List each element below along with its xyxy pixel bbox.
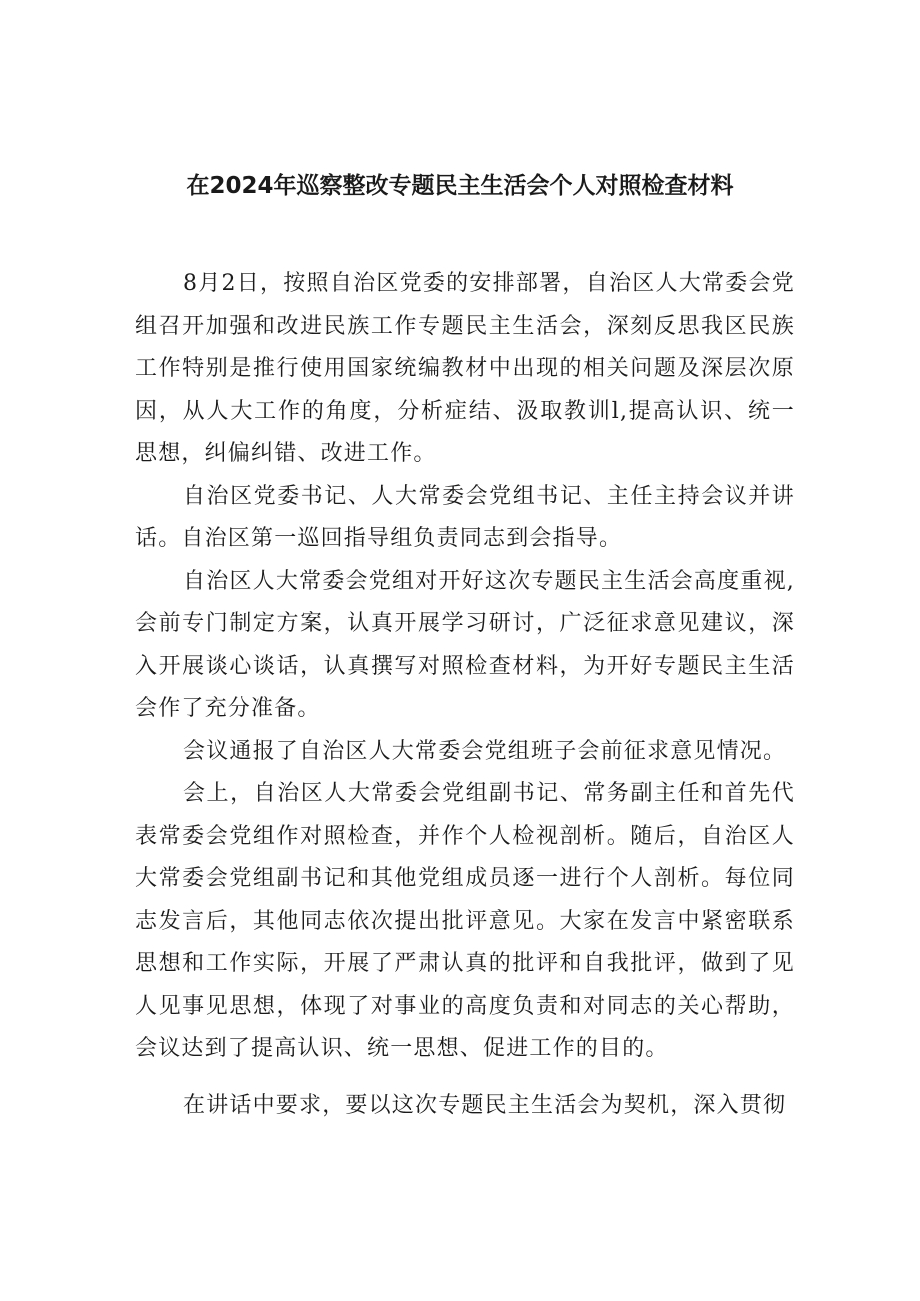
document-body bbox=[135, 263, 795, 1127]
paragraph-2: 自治区党委书记、人大常委会党组书记、主任主持会议并讲话。自治区第一巡回指导组负责同志到会指导。 bbox=[135, 483, 795, 551]
paragraph-4: 会议通报了自治区人大常委会党组班子会前征求意见情况。 bbox=[183, 738, 787, 764]
document-title: 在2024年巡察整改专题民主生活会个人对照检查材料 bbox=[186, 173, 734, 199]
paragraph-6: 在讲话中要求，要以这次专题民主生活会为契机，深入贯彻 bbox=[183, 1092, 787, 1118]
paragraph-3: 自治区人大常委会党组对开好这次专题民主生活会高度重视,会前专门制定方案，认真开展学习研讨，广泛征求意见建议，深入开展谈心谈话，认真撰写对照检查材料，为开好专题民主生活会作了充分准备。 bbox=[135, 568, 795, 721]
paragraph-5: 会上，自治区人大常委会党组副书记、常务副主任和首先代表常委会党组作对照检查，并作个人检视剖析。随后，自治区人大常委会党组副书记和其他党组成员逐一进行个人剖析。每位同志发言后，其他同志依次提出批评意见。大家在发言中紧密联系思想和工作实际，开展了严肃认真的批评和自我批评，做到了见人见事见思想，体现了对事业的高度负责和对同志的关心帮助，会议达到了提高认识、统一思想、促进工作的目的。 bbox=[135, 781, 795, 1061]
paragraph-1: 8月2日，按照自治区党委的安排部署，自治区人大常委会党组召开加强和改进民族工作专题民主生活会，深刻反思我区民族工作特别是推行使用国家统编教材中出现的相关问题及深层次原因，从人大工作的角度，分析症结、汲取教训l,提高认识、统一思想，纠偏纠错、改进工作。 bbox=[135, 271, 795, 466]
